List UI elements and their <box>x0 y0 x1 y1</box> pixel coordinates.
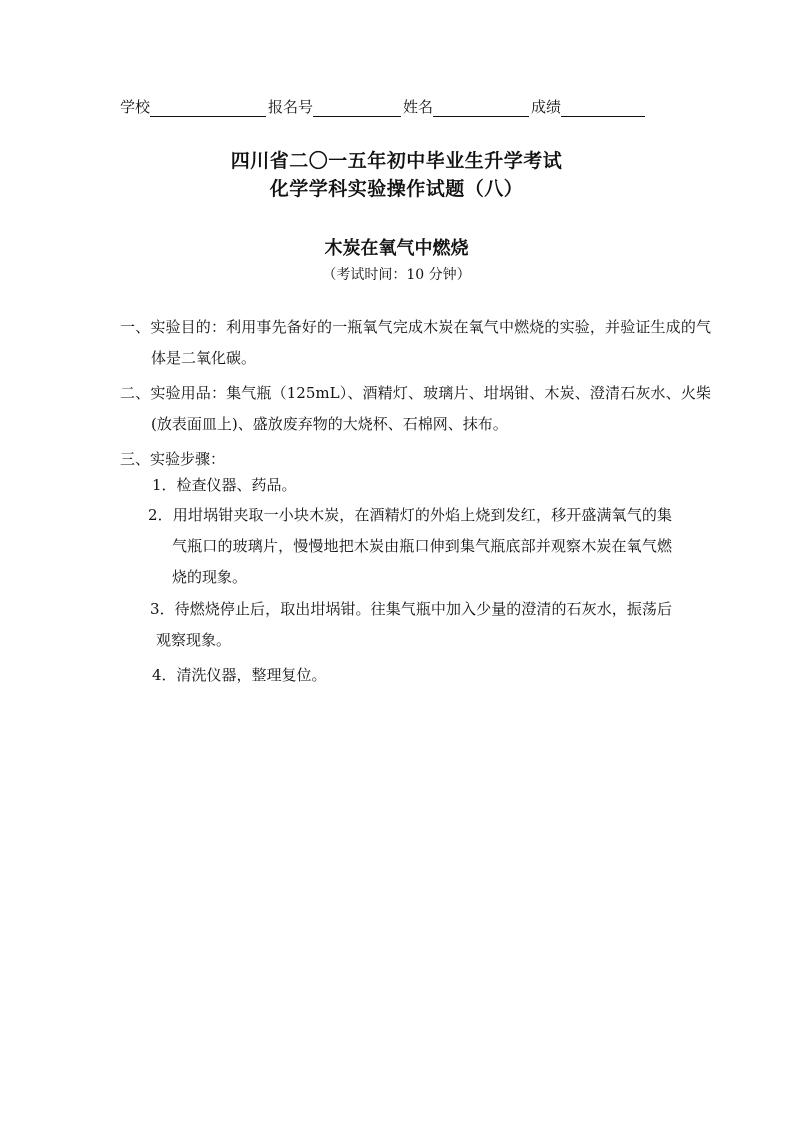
exam-title: 四川省二〇一五年初中毕业生升学考试 <box>230 150 563 172</box>
exam-subtitle: 化学学科实验操作试题（八） <box>269 178 524 200</box>
section-purpose: 一、实验目的：利用事先备好的一瓶氧气完成木炭在氧气中燃烧的实验，并验证生成的气体是二氧化碳。 <box>120 318 711 367</box>
school-label: 学校 <box>120 98 151 116</box>
registration-number-blank[interactable] <box>313 100 401 117</box>
score-label: 成绩 <box>531 98 562 116</box>
section-steps-heading: 三、实验步骤： <box>120 450 226 468</box>
school-blank[interactable] <box>150 100 266 117</box>
experiment-title: 木炭在氧气中燃烧 <box>324 238 469 259</box>
exam-time: （考试时间：10 分钟） <box>322 267 471 283</box>
score-blank[interactable] <box>561 100 645 117</box>
step-item: 1．检查仪器、药品。 <box>152 476 297 494</box>
step-item: 3．待燃烧停止后，取出坩埚钳。往集气瓶中加入少量的澄清的石灰水，振荡后观察现象。 <box>150 600 672 649</box>
candidate-info-line <box>120 96 680 117</box>
section-materials: 二、实验用品：集气瓶（125mL）、酒精灯、玻璃片、坩埚钳、木炭、澄清石灰水、火柴(放表面皿上)、盛放废弃物的大烧杯、石棉网、抹布。 <box>120 384 711 433</box>
step-item: 4．清洗仪器，整理复位。 <box>152 666 327 684</box>
name-blank[interactable] <box>433 100 529 117</box>
name-label: 姓名 <box>403 98 434 116</box>
step-item: 2．用坩埚钳夹取一小块木炭，在酒精灯的外焰上烧到发红，移开盛满氧气的集气瓶口的玻璃片，慢慢地把木炭由瓶口伸到集气瓶底部并观察木炭在氧气燃烧的现象。 <box>148 506 672 586</box>
registration-number-label: 报名号 <box>268 98 314 116</box>
